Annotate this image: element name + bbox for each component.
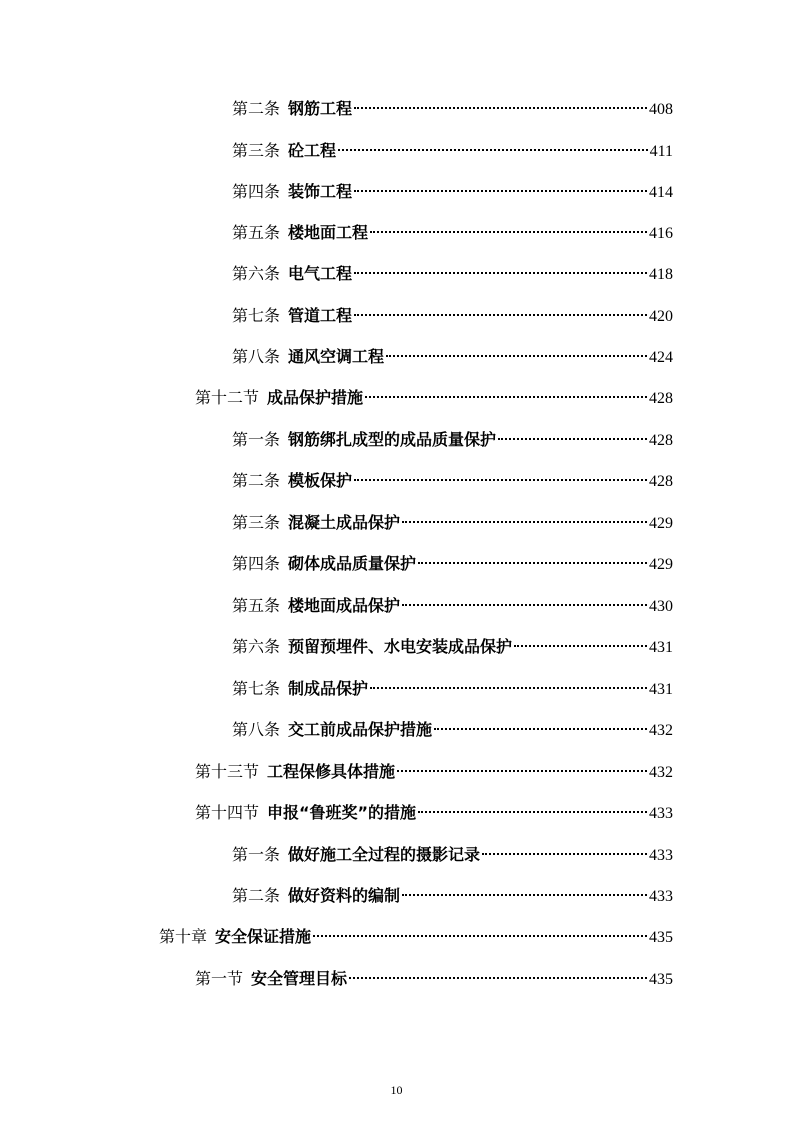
toc-entry[interactable] (232, 428, 673, 452)
dot-leader (386, 355, 647, 357)
toc-entry-number: 第八条 (232, 720, 281, 739)
toc-entry-number: 第十三节 (195, 762, 260, 781)
toc-entry[interactable] (232, 221, 673, 245)
page-footer-number: 10 (390, 1083, 403, 1097)
toc-entry-number: 第十二节 (195, 388, 260, 407)
toc-entry[interactable] (232, 635, 673, 659)
toc-entry[interactable] (232, 304, 673, 328)
toc-entry[interactable] (232, 594, 673, 618)
toc-entry-page: 430 (649, 598, 673, 615)
dot-leader (397, 770, 647, 772)
toc-entry-number: 第三条 (232, 141, 281, 160)
toc-entry-title: 混凝土成品保护 (288, 513, 401, 532)
toc-entry-number: 第五条 (232, 223, 281, 242)
toc-entry[interactable] (159, 925, 673, 949)
toc-entry-title: 做好资料的编制 (288, 886, 401, 905)
toc-entry-number: 第六条 (232, 637, 281, 656)
toc-entry-number: 第六条 (232, 264, 281, 283)
toc-entry-page: 428 (649, 473, 673, 490)
toc-entry-page: 429 (649, 556, 673, 573)
dot-leader (402, 604, 647, 606)
toc-entry-page: 408 (649, 101, 673, 118)
toc-entry[interactable] (232, 469, 673, 493)
toc-entry-title: 模板保护 (288, 471, 353, 490)
toc-entry-title: 电气工程 (288, 264, 353, 283)
toc-entry-page: 414 (649, 184, 673, 201)
toc-entry-page: 432 (649, 722, 673, 739)
toc-entry[interactable] (195, 760, 673, 784)
dot-leader (418, 562, 647, 564)
toc-entry-title: 安全管理目标 (251, 969, 348, 988)
toc-entry-title: 工程保修具体措施 (267, 762, 396, 781)
dot-leader (365, 396, 647, 398)
dot-leader (498, 438, 647, 440)
toc-entry-page: 420 (649, 308, 673, 325)
toc-entry[interactable] (232, 345, 673, 369)
toc-entry-page: 433 (649, 805, 673, 822)
toc-entry-page: 432 (649, 764, 673, 781)
toc-entry-title: 通风空调工程 (288, 347, 385, 366)
toc-entry-title: 制成品保护 (288, 679, 369, 698)
toc-entry[interactable] (232, 511, 673, 535)
toc-entry[interactable] (195, 801, 673, 825)
toc-entry-page: 416 (649, 225, 673, 242)
dot-leader (354, 190, 647, 192)
toc-entry-number: 第一节 (195, 969, 244, 988)
toc-entry-title: 做好施工全过程的摄影记录 (288, 845, 481, 864)
toc-entry-page: 431 (649, 681, 673, 698)
dot-leader (370, 231, 647, 233)
toc-entry-number: 第五条 (232, 596, 281, 615)
toc-entry-page: 435 (649, 971, 673, 988)
toc-entry[interactable] (195, 967, 673, 991)
toc-entry[interactable] (232, 718, 673, 742)
toc-entry[interactable] (232, 843, 673, 867)
toc-entry-page: 424 (649, 349, 673, 366)
toc-entry-title: 预留预埋件、水电安装成品保护 (288, 637, 513, 656)
dot-leader (354, 272, 647, 274)
dot-leader (354, 107, 647, 109)
dot-leader (434, 728, 647, 730)
toc-entry-title: 钢筋绑扎成型的成品质量保护 (288, 430, 497, 449)
toc-entry[interactable] (232, 97, 673, 121)
toc-entry[interactable] (232, 884, 673, 908)
dot-leader (354, 479, 647, 481)
dot-leader (514, 645, 647, 647)
dot-leader (349, 977, 647, 979)
toc-entry-page: 428 (649, 432, 673, 449)
toc-entry-page: 429 (649, 515, 673, 532)
toc-entry-title: 钢筋工程 (288, 99, 353, 118)
toc-entry[interactable] (195, 386, 673, 410)
toc-entry-number: 第四条 (232, 182, 281, 201)
toc-entry-page: 411 (649, 143, 673, 160)
toc-entry-page: 428 (649, 390, 673, 407)
toc-entry-number: 第七条 (232, 679, 281, 698)
toc-entry[interactable] (232, 180, 673, 204)
toc-entry[interactable] (232, 139, 673, 163)
toc-entry-title: 申报“鲁班奖”的措施 (267, 803, 417, 822)
toc-entry-number: 第二条 (232, 886, 281, 905)
toc-entry-number: 第七条 (232, 306, 281, 325)
dot-leader (418, 811, 647, 813)
toc-entry-number: 第一条 (232, 845, 281, 864)
toc-entry[interactable] (232, 262, 673, 286)
toc-entry[interactable] (232, 677, 673, 701)
toc-entry-title: 砼工程 (288, 141, 337, 160)
toc-entry-title: 成品保护措施 (267, 388, 364, 407)
toc-entry-page: 433 (649, 847, 673, 864)
dot-leader (313, 935, 647, 937)
toc-entry-title: 楼地面成品保护 (288, 596, 401, 615)
toc-entry-number: 第二条 (232, 471, 281, 490)
toc-entry-page: 431 (649, 639, 673, 656)
toc-entry-title: 安全保证措施 (215, 927, 312, 946)
toc-entry-page: 418 (649, 266, 673, 283)
dot-leader (354, 314, 647, 316)
toc-entry-number: 第八条 (232, 347, 281, 366)
toc-entry-number: 第四条 (232, 554, 281, 573)
toc-entry-number: 第三条 (232, 513, 281, 532)
dot-leader (482, 853, 647, 855)
toc-entry-title: 管道工程 (288, 306, 353, 325)
dot-leader (402, 894, 647, 896)
toc-entry[interactable] (232, 552, 673, 576)
toc-entry-title: 装饰工程 (288, 182, 353, 201)
dot-leader (402, 521, 647, 523)
toc-entry-page: 433 (649, 888, 673, 905)
toc-entry-number: 第一条 (232, 430, 281, 449)
toc-entry-number: 第十章 (159, 927, 208, 946)
toc-entry-title: 楼地面工程 (288, 223, 369, 242)
toc-entry-title: 交工前成品保护措施 (288, 720, 433, 739)
dot-leader (370, 687, 647, 689)
toc-entry-title: 砌体成品质量保护 (288, 554, 417, 573)
toc-entry-page: 435 (649, 929, 673, 946)
toc-entry-number: 第十四节 (195, 803, 260, 822)
dot-leader (338, 149, 648, 151)
toc-entry-number: 第二条 (232, 99, 281, 118)
